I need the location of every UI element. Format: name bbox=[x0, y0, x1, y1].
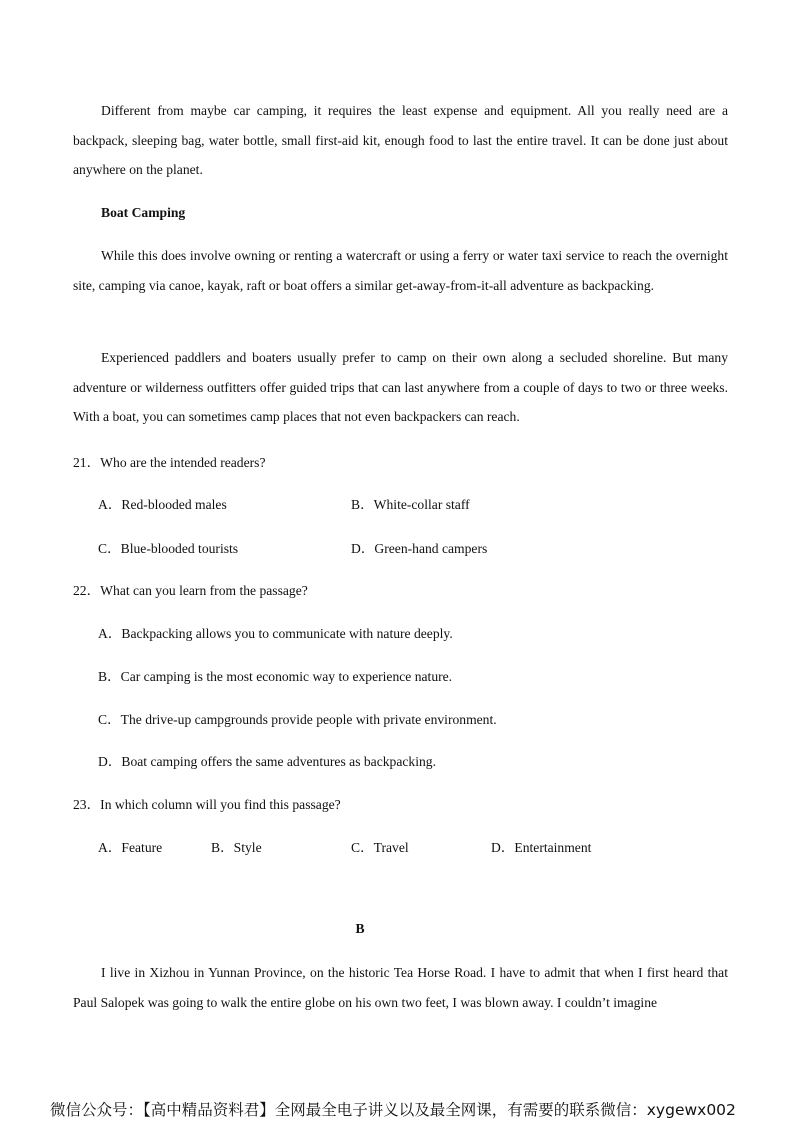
question-22-stem: 22．What can you learn from the passage? bbox=[73, 583, 308, 598]
question-23-stem: 23．In which column will you find this passage? bbox=[73, 797, 341, 812]
section-heading-boat-camping: Boat Camping bbox=[101, 205, 186, 220]
question-21-option-a: A．Red-blooded males bbox=[98, 497, 227, 512]
paragraph-backpacking-summary: Different from maybe car camping, it requires the least expense and equipment. All you really need are a backpack, sleeping bag, water bottle, small first-aid kit, enough food to last the entire travel. It can be done just about anywhere on the planet. bbox=[73, 103, 728, 177]
question-21-option-b: B．White-collar staff bbox=[351, 497, 470, 512]
section-b-label: B bbox=[355, 921, 365, 936]
footer-watermark: 微信公众号：【高中精品资料君】全网最全电子讲义以及最全网课，有需要的联系微信：xygewx002 bbox=[50, 1101, 736, 1119]
question-23-option-b: B．Style bbox=[211, 840, 262, 855]
question-22-option-d: D．Boat camping offers the same adventures as backpacking. bbox=[98, 754, 436, 769]
paragraph-boat-camping: While this does involve owning or renting a watercraft or using a ferry or water taxi service to reach the overnight site, camping via canoe, kayak, raft or boat offers a similar get-away-from-it-all adventure as backpacking. bbox=[73, 248, 728, 293]
question-23-option-d: D．Entertainment bbox=[491, 840, 592, 855]
paragraph-section-b: I live in Xizhou in Yunnan Province, on the historic Tea Horse Road. I have to admit that when I first heard that Paul Salopek was going to walk the entire globe on his own two feet, I was blown away. I couldn’t imagine bbox=[73, 965, 728, 1010]
question-21-stem: 21．Who are the intended readers? bbox=[73, 455, 266, 470]
question-22-option-a: A．Backpacking allows you to communicate with nature deeply. bbox=[98, 626, 453, 641]
question-23-option-a: A．Feature bbox=[98, 840, 163, 855]
question-23-option-c: C．Travel bbox=[351, 840, 409, 855]
question-21-option-d: D．Green-hand campers bbox=[351, 541, 488, 556]
paragraph-paddlers: Experienced paddlers and boaters usually prefer to camp on their own along a secluded shoreline. But many adventure or wilderness outfitters offer guided trips that can last anywhere from a couple of days to two or three weeks. With a boat, you can sometimes camp places that not even backpackers can reach. bbox=[73, 350, 728, 424]
question-22-option-b: B．Car camping is the most economic way to experience nature. bbox=[98, 669, 453, 684]
question-21-option-c: C．Blue-blooded tourists bbox=[98, 541, 239, 556]
question-22-option-c: C．The drive-up campgrounds provide people with private environment. bbox=[98, 712, 497, 727]
